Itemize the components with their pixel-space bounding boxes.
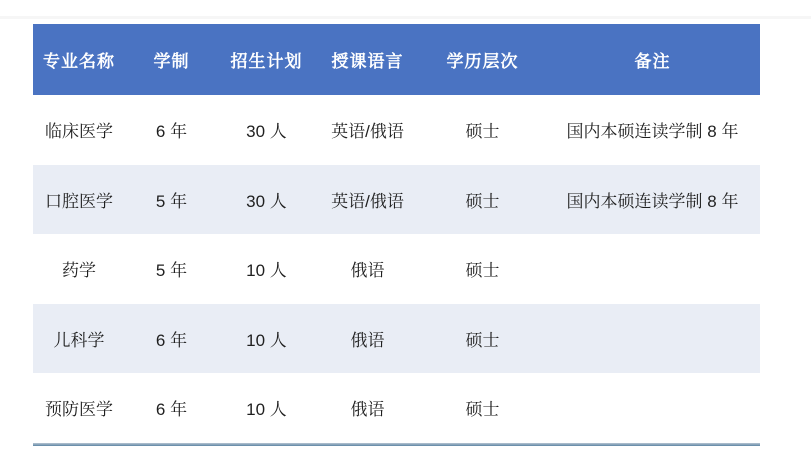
table-body	[33, 95, 760, 443]
cell-note: 国内本硕连读学制 8 年	[566, 191, 739, 211]
cell-quota: 10 人	[246, 261, 287, 281]
column-header-language: 授课语言	[331, 52, 404, 71]
cell-quota: 30 人	[246, 122, 287, 142]
table-bottom-rule	[33, 443, 760, 446]
table-header	[33, 24, 760, 95]
cell-note: 国内本硕连读学制 8 年	[566, 122, 739, 142]
cell-note	[545, 373, 760, 443]
column-header-duration: 学制	[153, 52, 190, 71]
cell-major: 临床医学	[45, 122, 113, 142]
column-header-degree: 学历层次	[446, 52, 519, 71]
admissions-table	[33, 24, 760, 443]
table-row	[33, 234, 760, 304]
cell-duration: 5 年	[155, 191, 188, 211]
cell-major: 药学	[62, 261, 96, 281]
cell-language: 英语/俄语	[331, 191, 404, 211]
cell-note	[545, 304, 760, 374]
column-header-note: 备注	[634, 52, 671, 71]
cell-degree: 硕士	[465, 400, 500, 420]
cell-language: 英语/俄语	[331, 122, 404, 142]
cell-duration: 6 年	[155, 330, 188, 350]
cell-degree: 硕士	[465, 122, 500, 142]
cell-note	[545, 234, 760, 304]
column-header-quota: 招生计划	[230, 52, 303, 71]
table-row	[33, 304, 760, 374]
cell-language: 俄语	[350, 261, 385, 281]
cell-major: 口腔医学	[45, 191, 113, 211]
table-row	[33, 165, 760, 235]
page-top-divider	[0, 16, 811, 19]
cell-duration: 5 年	[155, 261, 188, 281]
cell-major: 儿科学	[53, 330, 105, 350]
table-row	[33, 95, 760, 165]
cell-quota: 10 人	[246, 330, 287, 350]
cell-language: 俄语	[350, 330, 385, 350]
cell-degree: 硕士	[465, 330, 500, 350]
table-row	[33, 373, 760, 443]
header-row	[33, 24, 760, 95]
cell-quota: 30 人	[246, 191, 287, 211]
column-header-major: 专业名称	[43, 52, 115, 71]
cell-language: 俄语	[350, 400, 385, 420]
admissions-table-container	[33, 24, 760, 446]
cell-degree: 硕士	[465, 191, 500, 211]
cell-duration: 6 年	[155, 400, 188, 420]
cell-quota: 10 人	[246, 400, 287, 420]
cell-major: 预防医学	[45, 400, 113, 420]
cell-duration: 6 年	[155, 122, 188, 142]
cell-degree: 硕士	[465, 261, 500, 281]
